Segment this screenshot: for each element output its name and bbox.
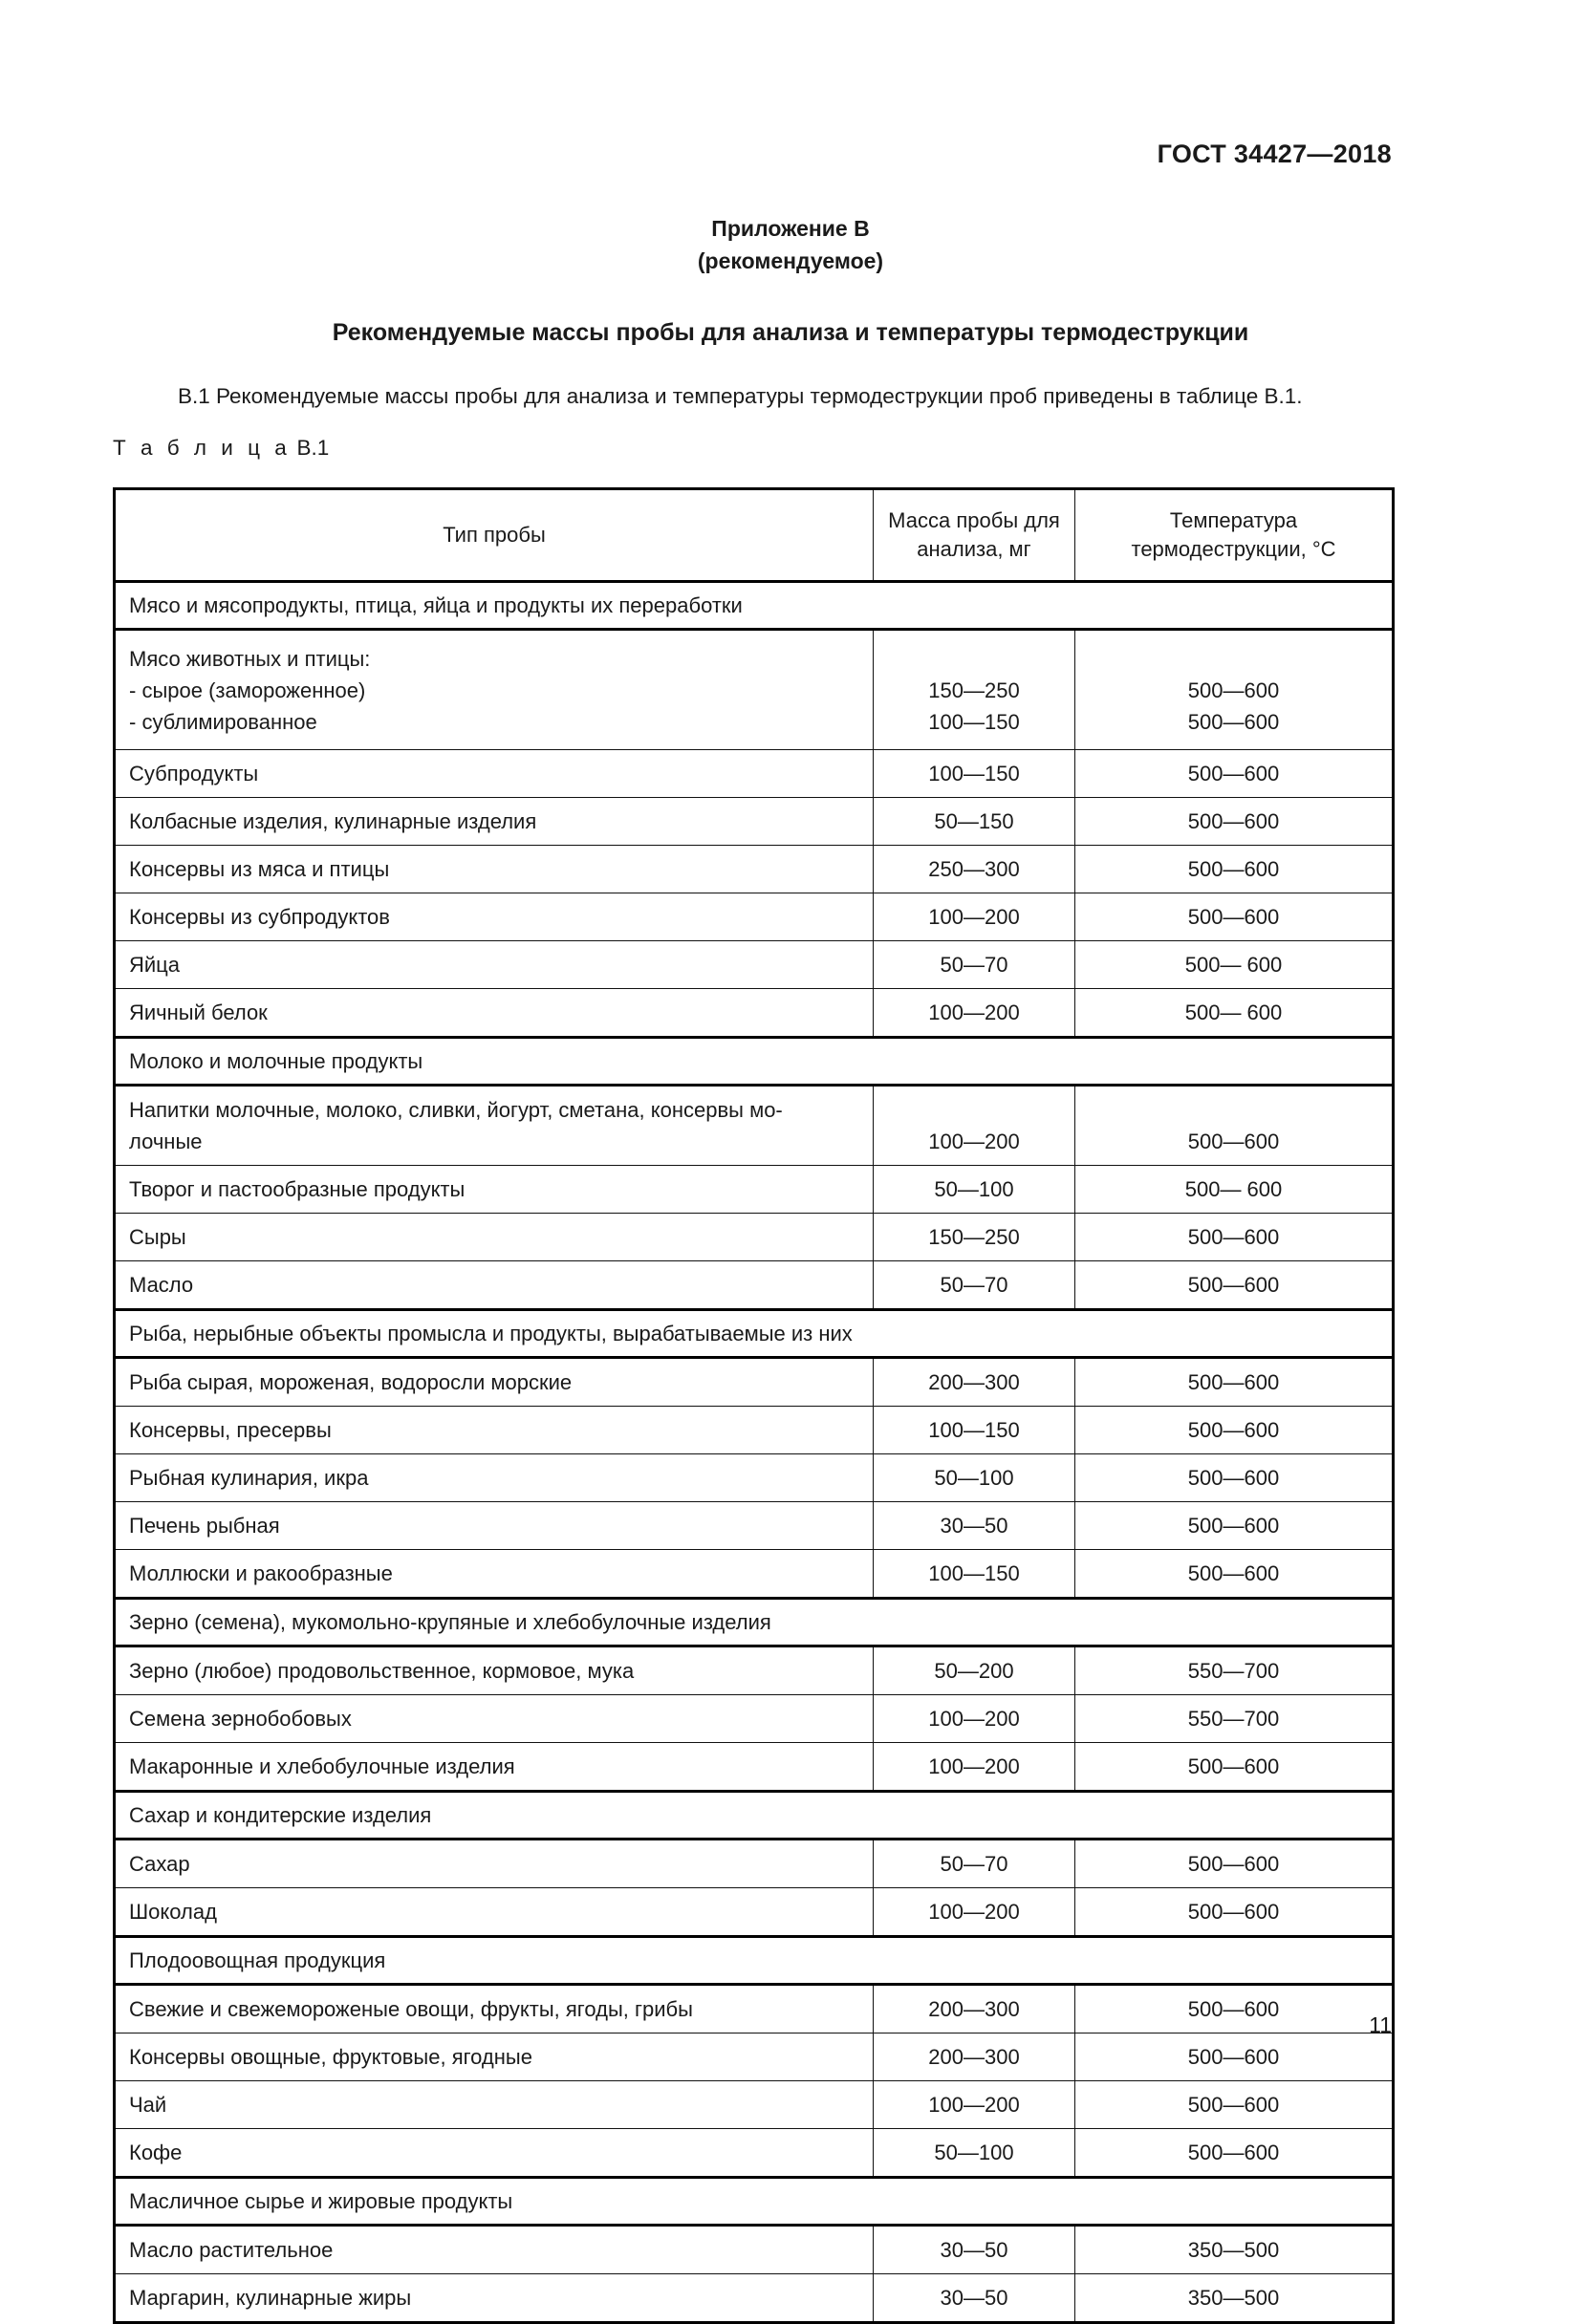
destruction-temp-cell xyxy=(1075,1646,1394,1695)
destruction-temp-text: 550—700 xyxy=(1187,1707,1280,1731)
sample-type-line: Напитки молочные, молоко, сливки, йогурт, сметана, консервы мо- xyxy=(129,1098,783,1122)
sample-mass-text: 200—300 xyxy=(928,1370,1020,1394)
column-header-temp-label-line2: термодеструкции, °С xyxy=(1131,537,1336,561)
destruction-temp-text: 350—500 xyxy=(1187,2286,1280,2310)
sample-type-cell xyxy=(115,846,874,893)
sample-mass-cell xyxy=(874,798,1075,846)
destruction-temp-cell xyxy=(1075,989,1394,1038)
destruction-temp-text: 500—600 xyxy=(1187,1418,1280,1442)
table-row xyxy=(115,1840,1394,1888)
table-container xyxy=(113,487,1392,2324)
sample-mass-cell xyxy=(874,941,1075,989)
section-title-text: Рыба, нерыбные объекты промысла и продукты, вырабатываемые из них xyxy=(129,1322,853,1345)
sample-type-text: Печень рыбная xyxy=(129,1514,280,1538)
sample-mass-cell xyxy=(874,2034,1075,2081)
destruction-temp-cell xyxy=(1075,1695,1394,1743)
sample-mass-line: 100—200 xyxy=(928,1130,1020,1153)
sample-type-cell xyxy=(115,1840,874,1888)
sample-mass-cell xyxy=(874,1550,1075,1599)
table-row xyxy=(115,1086,1394,1166)
sample-mass-text: 100—150 xyxy=(928,762,1020,785)
table-row xyxy=(115,1261,1394,1310)
destruction-temp-cell xyxy=(1075,1888,1394,1937)
sample-type-cell xyxy=(115,798,874,846)
table-header-row xyxy=(115,489,1394,582)
sample-type-cell xyxy=(115,1743,874,1792)
sample-mass-text: 50—70 xyxy=(940,1852,1008,1876)
section-title-text: Масличное сырье и жировые продукты xyxy=(129,2189,513,2213)
sample-type-text: Консервы овощные, фруктовые, ягодные xyxy=(129,2045,532,2069)
table-section-row xyxy=(115,582,1394,630)
sample-mass-text: 100—200 xyxy=(928,905,1020,929)
appendix-name: Приложение В xyxy=(711,216,870,241)
destruction-temp-cell xyxy=(1075,1214,1394,1261)
table-row xyxy=(115,1166,1394,1214)
sample-type-text: Масло растительное xyxy=(129,2238,334,2262)
destruction-temp-text: 500—600 xyxy=(1187,1754,1280,1778)
sample-mass-text: 100—200 xyxy=(928,1754,1020,1778)
sample-mass-cell xyxy=(874,1358,1075,1407)
sample-mass-text: 100—200 xyxy=(928,1001,1020,1024)
sample-type-cell xyxy=(115,1358,874,1407)
standard-number-header: ГОСТ 34427—2018 xyxy=(1157,140,1392,168)
sample-type-cell xyxy=(115,750,874,798)
destruction-temp-cell xyxy=(1075,1358,1394,1407)
section-title-cell xyxy=(115,1937,1394,1985)
sample-type-cell xyxy=(115,1502,874,1550)
column-header-temp-label-line1: Температура xyxy=(1169,508,1298,532)
sample-mass-cell xyxy=(874,1743,1075,1792)
destruction-temp-text: 500— 600 xyxy=(1184,953,1283,977)
table-row xyxy=(115,2129,1394,2178)
recommended-sample-mass-table xyxy=(113,487,1395,2324)
sample-type-text: Зерно (любое) продовольственное, кормовое, мука xyxy=(129,1659,635,1683)
sample-mass-text: 30—50 xyxy=(940,2238,1008,2262)
table-row xyxy=(115,1550,1394,1599)
destruction-temp-text: 500—600 xyxy=(1187,1273,1280,1297)
table-row xyxy=(115,1888,1394,1937)
section-title-cell xyxy=(115,1038,1394,1086)
destruction-temp-text: 500— 600 xyxy=(1184,1001,1283,1024)
sample-mass-cell xyxy=(874,1695,1075,1743)
destruction-temp-text: 500—600 xyxy=(1187,809,1280,833)
destruction-temp-cell xyxy=(1075,1743,1394,1792)
table-row xyxy=(115,750,1394,798)
sample-type-cell xyxy=(115,1454,874,1502)
sample-type-line: - сырое (замороженное) xyxy=(129,678,366,702)
sample-type-cell xyxy=(115,893,874,941)
destruction-temp-cell xyxy=(1075,1166,1394,1214)
section-title-cell xyxy=(115,2178,1394,2226)
table-row xyxy=(115,941,1394,989)
table-row xyxy=(115,2081,1394,2129)
sample-mass-text: 50—100 xyxy=(934,2141,1014,2164)
table-row xyxy=(115,1214,1394,1261)
sample-type-text: Консервы из мяса и птицы xyxy=(129,857,390,881)
sample-type-cell xyxy=(115,1166,874,1214)
table-row xyxy=(115,1454,1394,1502)
destruction-temp-line: 500—600 xyxy=(1187,1130,1280,1153)
sample-mass-cell xyxy=(874,1086,1075,1166)
sample-mass-cell xyxy=(874,2081,1075,2129)
table-row xyxy=(115,1743,1394,1792)
appendix-title: Рекомендуемые массы пробы для анализа и температуры термодеструкции xyxy=(332,319,1249,346)
appendix-heading-block xyxy=(0,212,1581,277)
destruction-temp-cell xyxy=(1075,2081,1394,2129)
sample-type-text: Чай xyxy=(129,2093,167,2117)
destruction-temp-cell xyxy=(1075,2129,1394,2178)
destruction-temp-cell xyxy=(1075,846,1394,893)
sample-type-line: Мясо животных и птицы: xyxy=(129,646,371,671)
sample-mass-text: 100—200 xyxy=(928,2093,1020,2117)
destruction-temp-cell xyxy=(1075,1454,1394,1502)
sample-type-cell xyxy=(115,2081,874,2129)
sample-type-cell xyxy=(115,1888,874,1937)
sample-mass-text: 50—70 xyxy=(940,1273,1008,1297)
destruction-temp-cell xyxy=(1075,941,1394,989)
sample-mass-cell xyxy=(874,1888,1075,1937)
table-row xyxy=(115,1358,1394,1407)
sample-type-cell xyxy=(115,2274,874,2323)
sample-type-text: Яйца xyxy=(129,953,181,977)
table-row xyxy=(115,846,1394,893)
column-header-mass-label-line2: анализа, мг xyxy=(917,537,1031,561)
section-title-cell xyxy=(115,582,1394,630)
sample-type-cell xyxy=(115,1261,874,1310)
destruction-temp-cell xyxy=(1075,2034,1394,2081)
destruction-temp-text: 500—600 xyxy=(1187,2045,1280,2069)
table-row xyxy=(115,2226,1394,2274)
column-header-mass-label-line1: Масса пробы для xyxy=(888,508,1060,532)
sample-mass-text: 200—300 xyxy=(928,1997,1020,2021)
sample-type-cell xyxy=(115,1550,874,1599)
sample-mass-text xyxy=(874,635,1074,745)
sample-mass-cell xyxy=(874,989,1075,1038)
sample-type-cell xyxy=(115,1214,874,1261)
sample-type-cell xyxy=(115,989,874,1038)
section-title-cell xyxy=(115,1599,1394,1646)
sample-mass-text: 50—70 xyxy=(940,953,1008,977)
sample-mass-text: 30—50 xyxy=(940,2286,1008,2310)
table-header xyxy=(115,489,1394,582)
destruction-temp-text: 500—600 xyxy=(1187,1514,1280,1538)
destruction-temp-cell xyxy=(1075,798,1394,846)
destruction-temp-line xyxy=(1081,1094,1386,1126)
table-row xyxy=(115,989,1394,1038)
table-section-row xyxy=(115,1310,1394,1358)
sample-type-text: Свежие и свежемороженые овощи, фрукты, ягоды, грибы xyxy=(129,1997,693,2021)
destruction-temp-text: 500— 600 xyxy=(1184,1177,1283,1201)
sample-type-line: лочные xyxy=(129,1130,203,1153)
destruction-temp-text: 500—600 xyxy=(1187,2093,1280,2117)
destruction-temp-text: 500—600 xyxy=(1187,1466,1280,1490)
destruction-temp-text: 500—600 xyxy=(1187,1370,1280,1394)
sample-type-cell xyxy=(115,1695,874,1743)
section-title-text: Мясо и мясопродукты, птица, яйца и продукты их переработки xyxy=(129,593,743,617)
sample-mass-cell xyxy=(874,1985,1075,2034)
table-row xyxy=(115,1695,1394,1743)
sample-mass-cell xyxy=(874,1166,1075,1214)
destruction-temp-text: 550—700 xyxy=(1187,1659,1280,1683)
sample-type-text: Яичный белок xyxy=(129,1001,268,1024)
table-caption xyxy=(113,436,329,461)
destruction-temp-text xyxy=(1075,1087,1392,1165)
table-section-row xyxy=(115,1792,1394,1840)
section-title-text: Сахар и кондитерские изделия xyxy=(129,1803,432,1827)
destruction-temp-text xyxy=(1075,635,1392,745)
destruction-temp-text: 500—600 xyxy=(1187,857,1280,881)
table-row xyxy=(115,1646,1394,1695)
sample-mass-line xyxy=(879,643,1069,675)
sample-mass-cell xyxy=(874,1646,1075,1695)
sample-type-line: - сублимированное xyxy=(129,709,317,734)
destruction-temp-cell xyxy=(1075,1840,1394,1888)
column-header-type xyxy=(115,489,874,582)
sample-mass-text: 100—200 xyxy=(928,1900,1020,1924)
destruction-temp-cell xyxy=(1075,1502,1394,1550)
destruction-temp-text: 500—600 xyxy=(1187,2141,1280,2164)
destruction-temp-text: 500—600 xyxy=(1187,1997,1280,2021)
table-row xyxy=(115,2034,1394,2081)
sample-type-text: Моллюски и ракообразные xyxy=(129,1561,393,1585)
sample-mass-text: 150—250 xyxy=(928,1225,1020,1249)
section-title-cell xyxy=(115,1310,1394,1358)
column-header-type-label: Тип пробы xyxy=(443,523,546,547)
sample-mass-text: 100—200 xyxy=(928,1707,1020,1731)
table-row xyxy=(115,893,1394,941)
destruction-temp-cell xyxy=(1075,1407,1394,1454)
appendix-kind: (рекомендуемое) xyxy=(697,248,884,273)
sample-type-cell xyxy=(115,630,874,750)
sample-type-text: Сыры xyxy=(129,1225,186,1249)
sample-type-text: Рыба сырая, мороженая, водоросли морские xyxy=(129,1370,573,1394)
sample-type-text: Колбасные изделия, кулинарные изделия xyxy=(129,809,537,833)
sample-type-cell xyxy=(115,1086,874,1166)
sample-type-text xyxy=(116,1087,873,1165)
section-title-text: Молоко и молочные продукты xyxy=(129,1049,423,1073)
sample-type-text: Семена зернобобовых xyxy=(129,1707,352,1731)
destruction-temp-cell xyxy=(1075,1550,1394,1599)
destruction-temp-cell xyxy=(1075,1086,1394,1166)
sample-mass-line: 150—250 xyxy=(928,678,1020,702)
sample-type-text: Кофе xyxy=(129,2141,183,2164)
destruction-temp-cell xyxy=(1075,1985,1394,2034)
destruction-temp-cell xyxy=(1075,630,1394,750)
intro-paragraph: В.1 Рекомендуемые массы пробы для анализа и температуры термодеструкции проб приведены в таблице В.1. xyxy=(178,384,1303,408)
section-title-text: Плодоовощная продукция xyxy=(129,1948,386,1972)
sample-mass-text: 100—150 xyxy=(928,1561,1020,1585)
sample-mass-cell xyxy=(874,1407,1075,1454)
sample-mass-cell xyxy=(874,1454,1075,1502)
sample-mass-cell xyxy=(874,893,1075,941)
sample-mass-text: 30—50 xyxy=(940,1514,1008,1538)
destruction-temp-line: 500—600 xyxy=(1187,709,1280,734)
destruction-temp-text: 350—500 xyxy=(1187,2238,1280,2262)
destruction-temp-cell xyxy=(1075,2274,1394,2323)
sample-mass-text: 50—100 xyxy=(934,1177,1014,1201)
destruction-temp-text: 500—600 xyxy=(1187,905,1280,929)
sample-mass-cell xyxy=(874,2226,1075,2274)
sample-mass-cell xyxy=(874,630,1075,750)
sample-type-cell xyxy=(115,2226,874,2274)
sample-mass-text: 50—200 xyxy=(934,1659,1014,1683)
sample-mass-text: 50—100 xyxy=(934,1466,1014,1490)
table-caption-word: Т а б л и ц а xyxy=(113,436,292,460)
sample-type-text: Консервы, пресервы xyxy=(129,1418,332,1442)
table-row xyxy=(115,1985,1394,2034)
table-section-row xyxy=(115,1599,1394,1646)
table-body xyxy=(115,582,1394,2323)
sample-type-text xyxy=(116,635,873,745)
sample-type-cell xyxy=(115,1985,874,2034)
sample-type-cell xyxy=(115,1646,874,1695)
destruction-temp-cell xyxy=(1075,750,1394,798)
sample-mass-line: 100—150 xyxy=(928,709,1020,734)
destruction-temp-cell xyxy=(1075,1261,1394,1310)
page-number: 11 xyxy=(1369,2012,1392,2037)
sample-type-text: Субпродукты xyxy=(129,762,259,785)
destruction-temp-text: 500—600 xyxy=(1187,1561,1280,1585)
sample-type-text: Маргарин, кулинарные жиры xyxy=(129,2286,412,2310)
table-row xyxy=(115,1502,1394,1550)
table-section-row xyxy=(115,2178,1394,2226)
destruction-temp-cell xyxy=(1075,893,1394,941)
sample-mass-cell xyxy=(874,1502,1075,1550)
sample-type-cell xyxy=(115,941,874,989)
destruction-temp-text: 500—600 xyxy=(1187,1225,1280,1249)
table-section-row xyxy=(115,1038,1394,1086)
table-caption-number: В.1 xyxy=(291,436,330,460)
sample-mass-text: 250—300 xyxy=(928,857,1020,881)
destruction-temp-line xyxy=(1081,643,1386,675)
table-row xyxy=(115,630,1394,750)
column-header-temp xyxy=(1075,489,1394,582)
table-row xyxy=(115,1407,1394,1454)
section-title-text: Зерно (семена), мукомольно-крупяные и хлебобулочные изделия xyxy=(129,1610,771,1634)
sample-mass-text: 50—150 xyxy=(934,809,1014,833)
section-title-cell xyxy=(115,1792,1394,1840)
table-row xyxy=(115,2274,1394,2323)
sample-type-text: Консервы из субпродуктов xyxy=(129,905,390,929)
destruction-temp-text: 500—600 xyxy=(1187,762,1280,785)
destruction-temp-line: 500—600 xyxy=(1187,678,1280,702)
sample-mass-cell xyxy=(874,1840,1075,1888)
sample-type-text: Рыбная кулинария, икра xyxy=(129,1466,369,1490)
column-header-mass xyxy=(874,489,1075,582)
table-section-row xyxy=(115,1937,1394,1985)
sample-type-text: Масло xyxy=(129,1273,194,1297)
sample-mass-cell xyxy=(874,2129,1075,2178)
sample-type-text: Сахар xyxy=(129,1852,190,1876)
sample-mass-text xyxy=(874,1087,1074,1165)
sample-mass-line xyxy=(879,1094,1069,1126)
sample-type-cell xyxy=(115,2034,874,2081)
sample-type-cell xyxy=(115,1407,874,1454)
sample-mass-cell xyxy=(874,2274,1075,2323)
destruction-temp-text: 500—600 xyxy=(1187,1900,1280,1924)
destruction-temp-cell xyxy=(1075,2226,1394,2274)
sample-type-text: Творог и пастообразные продукты xyxy=(129,1177,466,1201)
sample-type-cell xyxy=(115,2129,874,2178)
sample-type-text: Шоколад xyxy=(129,1900,217,1924)
sample-mass-text: 200—300 xyxy=(928,2045,1020,2069)
sample-mass-text: 100—150 xyxy=(928,1418,1020,1442)
sample-mass-cell xyxy=(874,1261,1075,1310)
table-row xyxy=(115,798,1394,846)
sample-mass-cell xyxy=(874,1214,1075,1261)
sample-mass-cell xyxy=(874,750,1075,798)
sample-mass-cell xyxy=(874,846,1075,893)
destruction-temp-text: 500—600 xyxy=(1187,1852,1280,1876)
sample-type-text: Макаронные и хлебобулочные изделия xyxy=(129,1754,515,1778)
